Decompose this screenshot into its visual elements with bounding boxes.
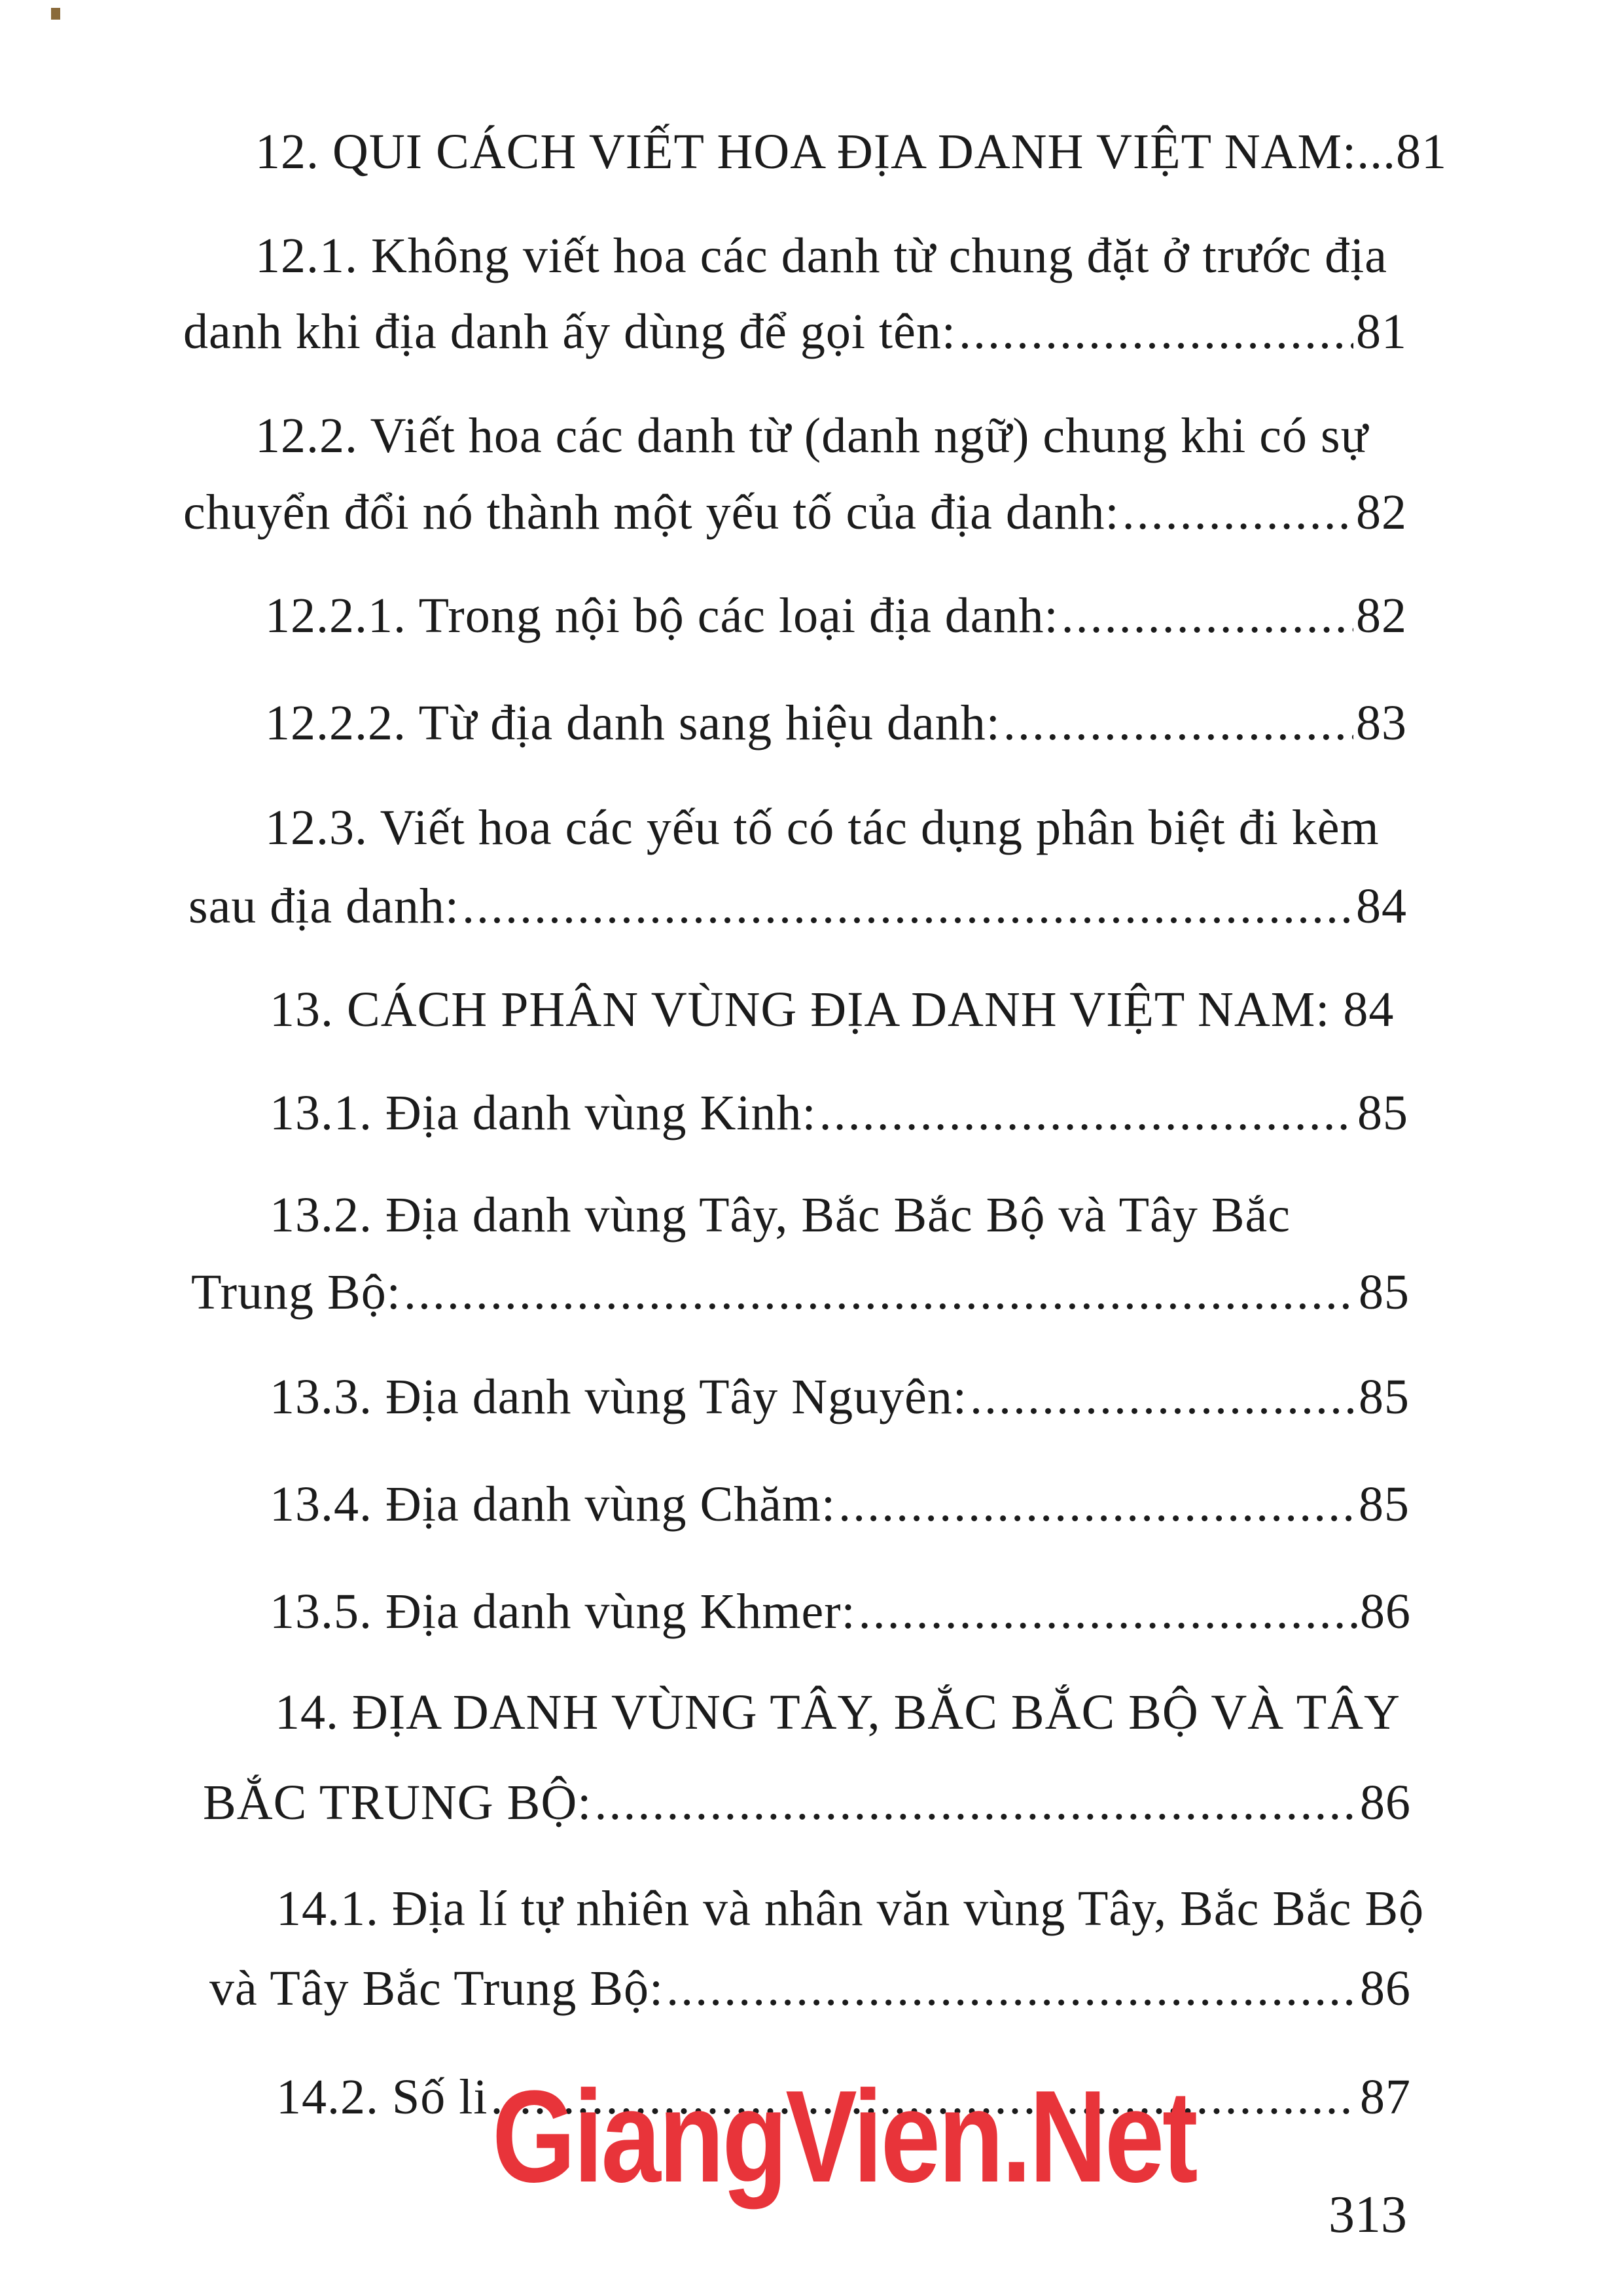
toc-page-number: 86 (1360, 1584, 1411, 1639)
toc-entry-14-line1 (275, 1683, 1400, 1742)
toc-entry-13-2-line1 (270, 1186, 1291, 1245)
toc-entry-label: sau địa danh: (188, 879, 460, 934)
leader-dots (462, 877, 1353, 936)
toc-entry-text: 12.2. Viết hoa các danh từ (danh ngữ) chung khi có sự (255, 408, 1368, 463)
toc-page-number: 82 (1356, 588, 1407, 643)
toc-page-number: 86 (1360, 1961, 1411, 2016)
toc-entry-text: 14. ĐỊA DANH VÙNG TÂY, BẮC BẮC BỘ VÀ TÂY (275, 1685, 1400, 1740)
toc-entry-12-2-line1 (255, 406, 1368, 465)
toc-entry-12-2-1 (265, 586, 1407, 645)
toc-entry-label: 13. CÁCH PHÂN VÙNG ĐỊA DANH VIỆT NAM: 84 (270, 982, 1395, 1037)
toc-entry-13-4 (270, 1475, 1410, 1534)
toc-entry-label: 12.2.2. Từ địa danh sang hiệu danh: (265, 696, 1001, 751)
toc-entry-text: 13.2. Địa danh vùng Tây, Bắc Bắc Bộ và Tây Bắc (270, 1188, 1291, 1243)
toc-entry-label: và Tây Bắc Trung Bộ: (209, 1961, 664, 2016)
toc-page-number: 83 (1356, 696, 1407, 751)
toc-page-number: 87 (1360, 2070, 1411, 2125)
toc-entry-12-3 (188, 877, 1407, 936)
leader-dots (404, 1263, 1356, 1322)
toc-entry-label: 13.4. Địa danh vùng Chăm: (270, 1477, 836, 1532)
toc-entry-label: 12.2.1. Trong nội bộ các loại địa danh: (265, 588, 1059, 643)
toc-entry-text: 12.3. Viết hoa các yếu tố có tác dụng phân biệt đi kèm (265, 800, 1380, 855)
toc-entry-13-1 (270, 1084, 1408, 1142)
toc-entry-13-2 (191, 1263, 1410, 1322)
toc-page-number: 85 (1359, 1369, 1410, 1424)
toc-entry-12-1 (183, 302, 1407, 361)
toc-entry-label: 14.2. Số li (276, 2070, 488, 2125)
toc-entry-13-5 (270, 1582, 1411, 1641)
toc-entry-13 (270, 980, 1394, 1039)
toc-entry-14 (203, 1773, 1411, 1832)
toc-entry-label: 13.1. Địa danh vùng Kinh: (270, 1086, 817, 1140)
toc-page-number: 84 (1356, 879, 1407, 934)
toc-entry-label: 13.3. Địa danh vùng Tây Nguyên: (270, 1369, 967, 1424)
leader-dots (666, 1959, 1357, 2018)
toc-page-number: 82 (1356, 485, 1407, 540)
toc-entry-label: BẮC TRUNG BỘ: (203, 1775, 592, 1830)
toc-entry-14-1-line1 (276, 1879, 1424, 1938)
toc-page-number: 85 (1359, 1477, 1410, 1532)
leader-dots (1003, 694, 1353, 752)
toc-page-number: 85 (1359, 1265, 1410, 1320)
toc-entry-label: danh khi địa danh ấy dùng để gọi tên: (183, 304, 956, 359)
toc-entry-12-2 (183, 483, 1407, 542)
toc-entry-label: Trung Bộ: (191, 1265, 401, 1320)
page-number: 313 (1329, 2186, 1407, 2244)
toc-entry-text: 12.1. Không viết hoa các danh từ chung đặt ở trước địa (255, 228, 1387, 283)
toc-page-number: 86 (1360, 1775, 1411, 1830)
toc-entry-label: chuyển đổi nó thành một yếu tố của địa danh: (183, 485, 1120, 540)
toc-entry-12-2-2 (265, 694, 1407, 752)
toc-entry-text: 14.1. Địa lí tự nhiên và nhân văn vùng Tây, Bắc Bắc Bộ (276, 1881, 1425, 1936)
leader-dots (819, 1084, 1355, 1142)
toc-entry-12-3-line1 (265, 798, 1380, 857)
toc-entry-12 (255, 122, 1447, 181)
toc-entry-label: 12. QUI CÁCH VIẾT HOA ĐỊA DANH VIỆT NAM:...81 (255, 124, 1448, 179)
watermark-logo: GiangVien.Net (492, 2064, 1196, 2210)
page-corner-mark (51, 8, 60, 20)
leader-dots (594, 1773, 1357, 1832)
toc-entry-label: 13.5. Địa danh vùng Khmer: (270, 1584, 856, 1639)
toc-page-number: 85 (1357, 1086, 1408, 1140)
leader-dots (970, 1368, 1356, 1426)
toc-entry-13-3 (270, 1368, 1410, 1426)
leader-dots (1122, 483, 1353, 542)
leader-dots (859, 1582, 1357, 1641)
leader-dots (1061, 586, 1353, 645)
toc-page-number: 81 (1356, 304, 1407, 359)
leader-dots (959, 302, 1353, 361)
toc-entry-14-1 (209, 1959, 1411, 2018)
toc-entry-12-1-line1 (255, 226, 1387, 285)
leader-dots (838, 1475, 1356, 1534)
